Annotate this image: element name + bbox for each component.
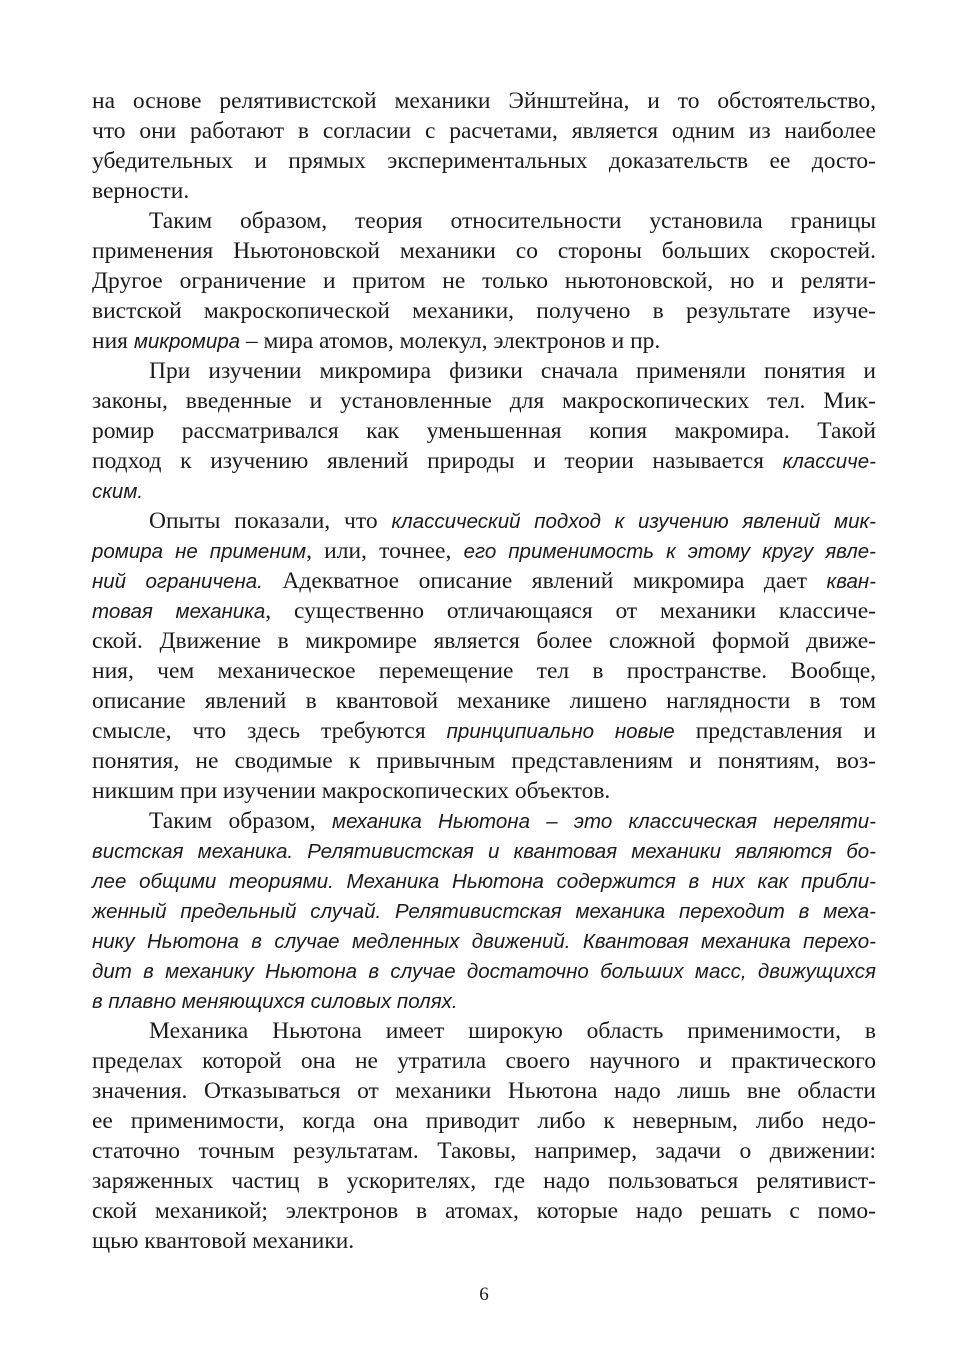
text-line <box>92 836 876 866</box>
italic-text-run: его применимость к этому кругу явле- <box>463 540 876 563</box>
italic-text-run: нику Ньютона в случае медленных движений. Квантовая механика перехо- <box>92 930 876 953</box>
italic-text-run: классический подход к изучению явлений мик- <box>391 510 876 533</box>
text-line <box>92 176 876 206</box>
text-run: Механика Ньютона имеет широкую область применимости, в <box>149 1018 876 1044</box>
text-run: Другое ограничение и притом не только ньютоновской, но и реляти- <box>92 268 876 294</box>
paragraph <box>92 356 876 506</box>
text-run: Таким образом, <box>149 808 333 834</box>
text-line <box>92 86 876 116</box>
text-line <box>92 896 876 926</box>
text-line <box>92 986 876 1016</box>
text-line <box>92 626 876 656</box>
text-run: вистской макроскопической механики, получено в результате изуче- <box>92 298 876 324</box>
text-line <box>92 1106 876 1136</box>
text-line <box>92 776 876 806</box>
text-line <box>92 506 876 536</box>
text-run: ской механикой; электронов в атомах, которые надо решать с помо- <box>92 1198 876 1224</box>
text-line <box>92 1166 876 1196</box>
text-line <box>92 1196 876 1226</box>
paragraph <box>92 86 876 206</box>
text-line <box>92 386 876 416</box>
text-line <box>92 146 876 176</box>
text-line <box>92 566 876 596</box>
italic-text-run: женный предельный случай. Релятивистская механика переходит в меха- <box>92 900 876 923</box>
text-run: ской. Движение в микромире является более сложной формой движе- <box>92 628 876 654</box>
text-run: верности. <box>92 178 190 204</box>
text-run: ромир рассматривался как уменьшенная копия макромира. Такой <box>92 418 876 444</box>
text-line <box>92 656 876 686</box>
italic-text-run: ромира не применим <box>92 540 307 563</box>
text-line <box>92 1016 876 1046</box>
text-run: Таким образом, теория относительности установила границы <box>149 208 876 234</box>
paragraph <box>92 806 876 1016</box>
text-line <box>92 476 876 506</box>
italic-text-run: ским. <box>92 480 144 503</box>
text-run: заряженных частиц в ускорителях, где надо пользоваться релятивист- <box>92 1168 876 1194</box>
text-line <box>92 326 876 356</box>
text-run: , существенно отличающаяся от механики классиче- <box>265 598 876 624</box>
paragraph <box>92 506 876 806</box>
italic-text-run: кван- <box>826 570 876 593</box>
text-run: ее применимости, когда она приводит либо к неверным, либо недо- <box>92 1108 876 1134</box>
text-line <box>92 716 876 746</box>
italic-text-run: микромира <box>133 330 241 353</box>
text-line <box>92 956 876 986</box>
text-run: ния, чем механическое перемещение тел в пространстве. Вообще, <box>92 658 876 684</box>
text-line <box>92 536 876 566</box>
italic-text-run: классиче- <box>782 450 876 473</box>
paragraph <box>92 206 876 356</box>
text-line <box>92 1226 876 1256</box>
text-line <box>92 1136 876 1166</box>
text-run: ния <box>92 328 134 354</box>
text-run: – мира атомов, молекул, электронов и пр. <box>240 328 661 354</box>
text-line <box>92 266 876 296</box>
text-line <box>92 746 876 776</box>
text-line <box>92 446 876 476</box>
text-run: Опыты показали, что <box>149 508 392 534</box>
text-run: , или, точнее, <box>306 538 464 564</box>
text-line <box>92 116 876 146</box>
text-run: пределах которой она не утратила своего научного и практического <box>92 1048 876 1074</box>
text-line <box>92 206 876 236</box>
italic-text-run: механика Ньютона – это классическая нереляти- <box>332 810 876 833</box>
text-run: Адекватное описание явлений микромира дает <box>262 568 827 594</box>
text-run: никшим при изучении макроскопических объектов. <box>92 778 611 804</box>
text-run: подход к изучению явлений природы и теории называется <box>92 448 783 474</box>
text-run: убедительных и прямых экспериментальных доказательств ее досто- <box>92 148 876 174</box>
text-run: что они работают в согласии с расчетами, является одним из наиболее <box>92 118 876 144</box>
page-body <box>92 86 876 1256</box>
italic-text-run: дит в механику Ньютона в случае достаточно больших масс, движущихся <box>92 960 876 983</box>
text-line <box>92 296 876 326</box>
italic-text-run: вистская механика. Релятивистская и квантовая механики являются бо- <box>92 840 876 863</box>
text-run: щью квантовой механики. <box>92 1228 355 1254</box>
text-run: При изучении микромира физики сначала применяли понятия и <box>149 358 876 384</box>
text-run: законы, введенные и установленные для макроскопических тел. Мик- <box>92 388 876 414</box>
text-run: применения Ньютоновской механики со стороны больших скоростей. <box>92 238 876 264</box>
italic-text-run: в плавно меняющихся силовых полях. <box>92 990 458 1013</box>
text-run: значения. Отказываться от механики Ньютона надо лишь вне области <box>92 1078 876 1104</box>
paragraph <box>92 1016 876 1256</box>
text-line <box>92 866 876 896</box>
text-line <box>92 806 876 836</box>
text-run: на основе релятивистской механики Эйнштейна, и то обстоятельство, <box>92 88 876 114</box>
text-run: статочно точным результатам. Таковы, например, задачи о движении: <box>92 1138 876 1164</box>
italic-text-run: принципиально новые <box>446 720 675 743</box>
italic-text-run: лее общими теориями. Механика Ньютона содержится в них как прибли- <box>92 870 876 893</box>
text-line <box>92 356 876 386</box>
text-line <box>92 1046 876 1076</box>
text-line <box>92 1076 876 1106</box>
text-line <box>92 416 876 446</box>
italic-text-run: товая механика <box>92 600 266 623</box>
text-run: понятия, не сводимые к привычным представлениям и понятиям, воз- <box>92 748 876 774</box>
text-line <box>92 236 876 266</box>
text-run: описание явлений в квантовой механике лишено наглядности в том <box>92 688 876 714</box>
text-run: смысле, что здесь требуются <box>92 718 447 744</box>
page-number: 6 <box>479 1284 489 1305</box>
text-line <box>92 926 876 956</box>
text-run: представления и <box>674 718 876 744</box>
italic-text-run: ний ограничена. <box>92 570 263 593</box>
text-line <box>92 596 876 626</box>
text-line <box>92 686 876 716</box>
